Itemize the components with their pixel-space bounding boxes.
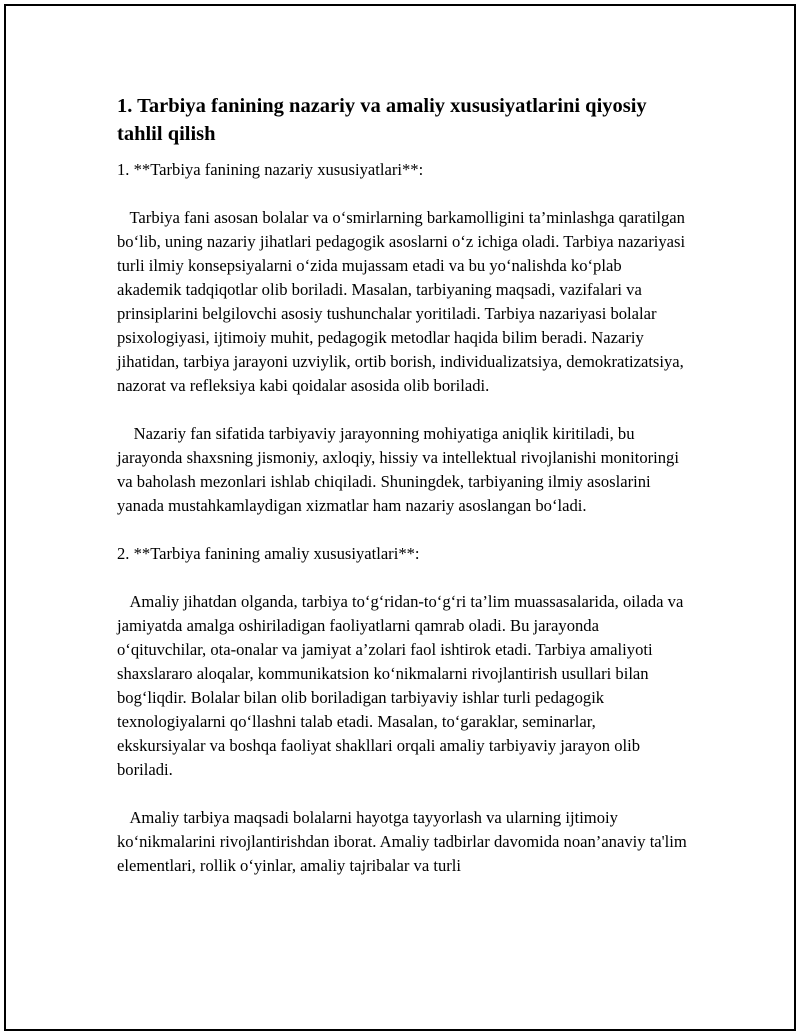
blank-line — [117, 398, 687, 422]
blank-line — [117, 518, 687, 542]
paragraph-practice-2: Amaliy tarbiya maqsadi bolalarni hayotga tayyorlash va ularning ijtimoiy ko‘nikmalarini rivojlantirishdan iborat. Amaliy tadbirlar davomida noan’anaviy ta'lim elementlari, rollik o‘yinlar, amaliy tajribalar va turli — [117, 808, 691, 875]
blank-line — [117, 182, 687, 206]
blank-line — [117, 782, 687, 806]
document-title: 1. Tarbiya fanining nazariy va amaliy xususiyatlarini qiyosiy tahlil qilish — [117, 95, 647, 145]
paragraph-practice-1: Amaliy jihatdan olganda, tarbiya to‘g‘ridan-to‘g‘ri ta’lim muassasalarida, oilada va jamiyatda amalga oshiriladigan faoliyatlarni qamrab oladi. Bu jarayonda o‘qituvchilar, ota-onalar va jamiyat a’zolari faol ishtirok etadi. Tarbiya amaliyoti shaxslararo aloqalar, kommunikatsion ko‘nikmalarni rivojlantirish usullari bilan bog‘liqdir. Bolalar bilan olib boriladigan tarbiyaviy ishlar turli pedagogik texnologiyalarni qo‘llashni talab etadi. Masalan, to‘garaklar, seminarlar, ekskursiyalar va boshqa faoliyat shakllari orqali amaliy tarbiyaviy jarayon olib boriladi. — [117, 592, 688, 779]
document-body — [117, 92, 693, 878]
paragraph-theory-2: Nazariy fan sifatida tarbiyaviy jarayonning mohiyatiga aniqlik kiritiladi, bu jarayonda shaxsning jismoniy, axloqiy, hissiy va intellektual rivojlanishi monitoringi va baholash mezonlari ishlab chiqiladi. Shuningdek, tarbiyaning ilmiy asoslarini yanada mustahkamlaydigan xizmatlar ham nazariy asoslangan bo‘ladi. — [117, 424, 684, 515]
paragraph-theory-1: Tarbiya fani asosan bolalar va o‘smirlarning barkamolligini ta’minlashga qaratilgan bo‘lib, uning nazariy jihatlari pedagogik asoslarni o‘z ichiga oladi. Tarbiya nazariyasi turli ilmiy konsepsiyalarni o‘zida mujassam etadi va bu yo‘nalishda ko‘plab akademik tadqiqotlar olib boriladi. Masalan, tarbiyaning maqsadi, vazifalari va prinsiplarini belgilovchi asosiy tushunchalar yoritiladi. Tarbiya nazariyasi bolalar psixologiyasi, ijtimoiy muhit, pedagogik metodlar haqida bilim beradi. Nazariy jihatidan, tarbiya jarayoni uzviylik, ortib borish, individualizatsiya, demokratizatsiya, nazorat va refleksiya kabi qoidalar asosida olib boriladi. — [117, 208, 693, 395]
section-1-heading: 1. **Tarbiya fanining nazariy xususiyatlari**: — [117, 160, 424, 179]
blank-line — [117, 566, 687, 590]
section-2-heading: 2. **Tarbiya fanining amaliy xususiyatlari**: — [117, 544, 420, 563]
